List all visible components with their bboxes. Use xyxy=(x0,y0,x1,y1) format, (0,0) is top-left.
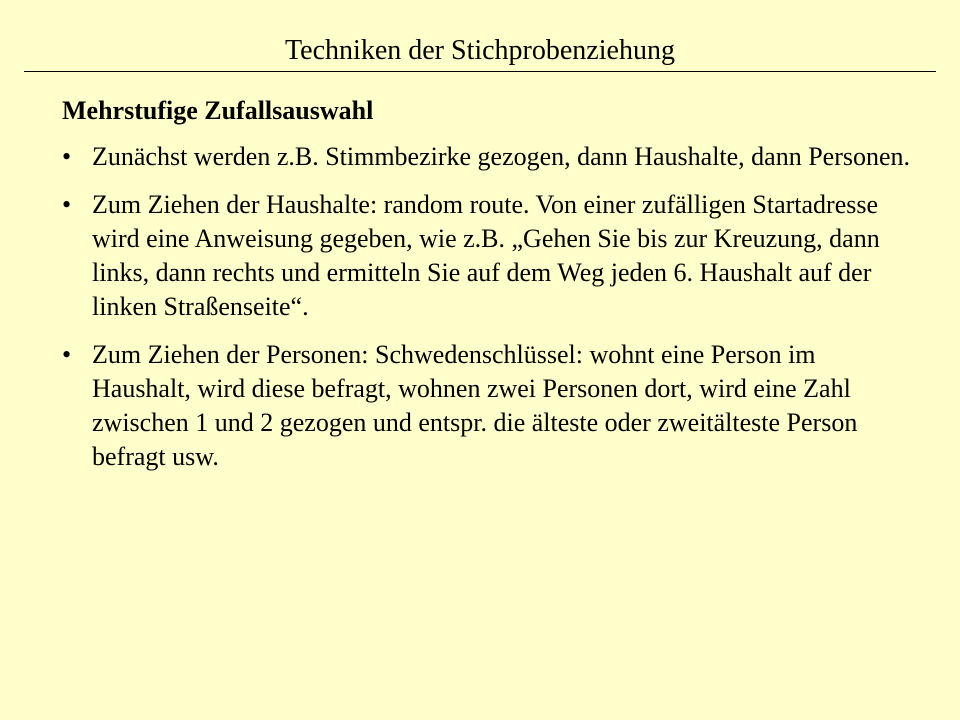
section-heading: Mehrstufige Zufallsauswahl xyxy=(62,96,374,125)
bullet-icon: • xyxy=(62,340,72,369)
title-divider xyxy=(24,71,936,72)
bullet-text: Zunächst werden z.B. Stimmbezirke gezogen, dann Haushalte, dann Personen. xyxy=(92,142,911,171)
slide-title: Techniken der Stichprobenziehung xyxy=(285,35,675,66)
bullet-item-stages xyxy=(62,140,912,174)
bullet-icon: • xyxy=(62,190,72,219)
bullet-icon: • xyxy=(62,142,72,171)
bullet-text: Zum Ziehen der Haushalte: random route. Von einer zufälligen Startadresse wird eine Anweisung gegeben, wie z.B. „Gehen Sie bis zur Kreuzung, dann links, dann rechts und ermitteln Sie auf dem Weg jeden 6. Haushalt auf der linken Straßenseite“. xyxy=(92,190,880,321)
bullet-list xyxy=(62,140,912,488)
bullet-text: Zum Ziehen der Personen: Schwedenschlüssel: wohnt eine Person im Haushalt, wird diese befragt, wohnen zwei Personen dort, wird eine Zahl zwischen 1 und 2 gezogen und entspr. die älteste oder zweitälteste Person befragt usw. xyxy=(92,340,858,471)
bullet-item-schwedenschluessel xyxy=(62,338,912,474)
bullet-item-random-route xyxy=(62,188,912,324)
